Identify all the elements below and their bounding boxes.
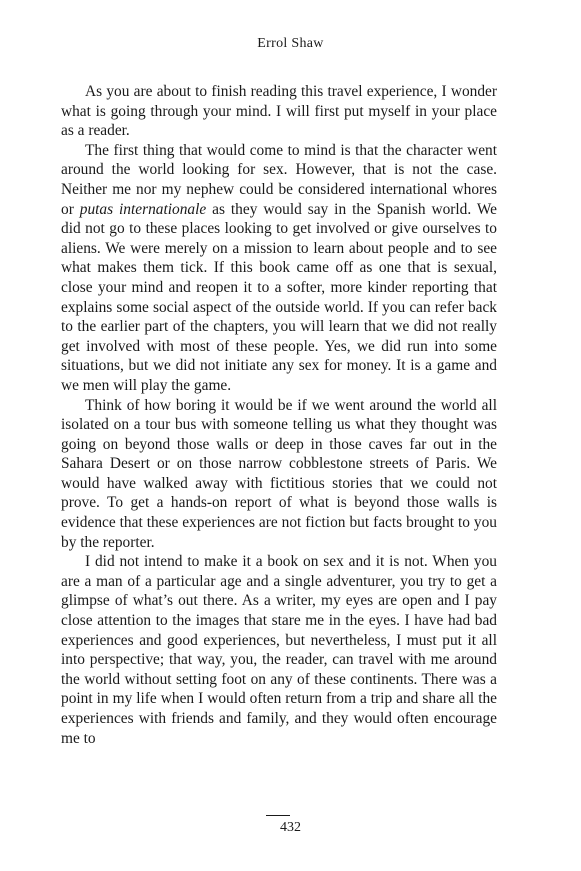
running-header-author: Errol Shaw — [257, 36, 324, 51]
page-number: 432 — [280, 820, 301, 835]
paragraph-2-part-1: The first thing that would come to mind is that the character went around the world looking for sex. However, that is not the case. Neither me nor my nephew could be considered international whores or — [61, 141, 497, 218]
paragraph-2 — [61, 141, 497, 396]
paragraph-2-part-2: as they would say in the Spanish world. We did not go to these places looking to get involved or give ourselves to aliens. We were merely on a mission to learn about people and to see what makes them tick. If this book came off as one that is sexual, close your mind and reopen it to a softer, more kinder reporting that explains some social aspect of the outside world. If you can refer back to the earlier part of the chapters, you will learn that we did not really get involved with most of these people. Yes, we did run into some situations, but we did not initiate any sex for money. It is a game and we men will play the game. — [61, 200, 497, 394]
paragraph-1: As you are about to finish reading this travel experience, I wonder what is going through your mind. I will first put myself in your place as a reader. — [61, 83, 497, 140]
footer-rule — [266, 815, 290, 816]
paragraph-3: Think of how boring it would be if we went around the world all isolated on a tour bus with someone telling us what they thought was going on beyond those walls or deep in those caves far out in the Sahara Desert or on those narrow cobblestone streets of Paris. We would have walked away with fictitious stories that we could not prove. To get a hands-on report of what is beyond those walls is evidence that these experiences are not fiction but facts brought to you by the reporter. — [61, 396, 497, 551]
body-text — [61, 82, 497, 748]
italic-phrase: putas internationale — [79, 200, 207, 218]
paragraph-4: I did not intend to make it a book on sex and it is not. When you are a man of a particular age and a single adventurer, you try to get a glimpse of what’s out there. As a writer, my eyes are open and I pay close attention to the images that stare me in the eyes. I have had bad experiences and good experiences, but nevertheless, I must put it all into perspective; that way, you, the reader, can travel with me around the world without setting foot on any of these continents. There was a point in my life when I would often return from a trip and share all the experiences with friends and family, and they would often encourage me to — [61, 553, 497, 747]
